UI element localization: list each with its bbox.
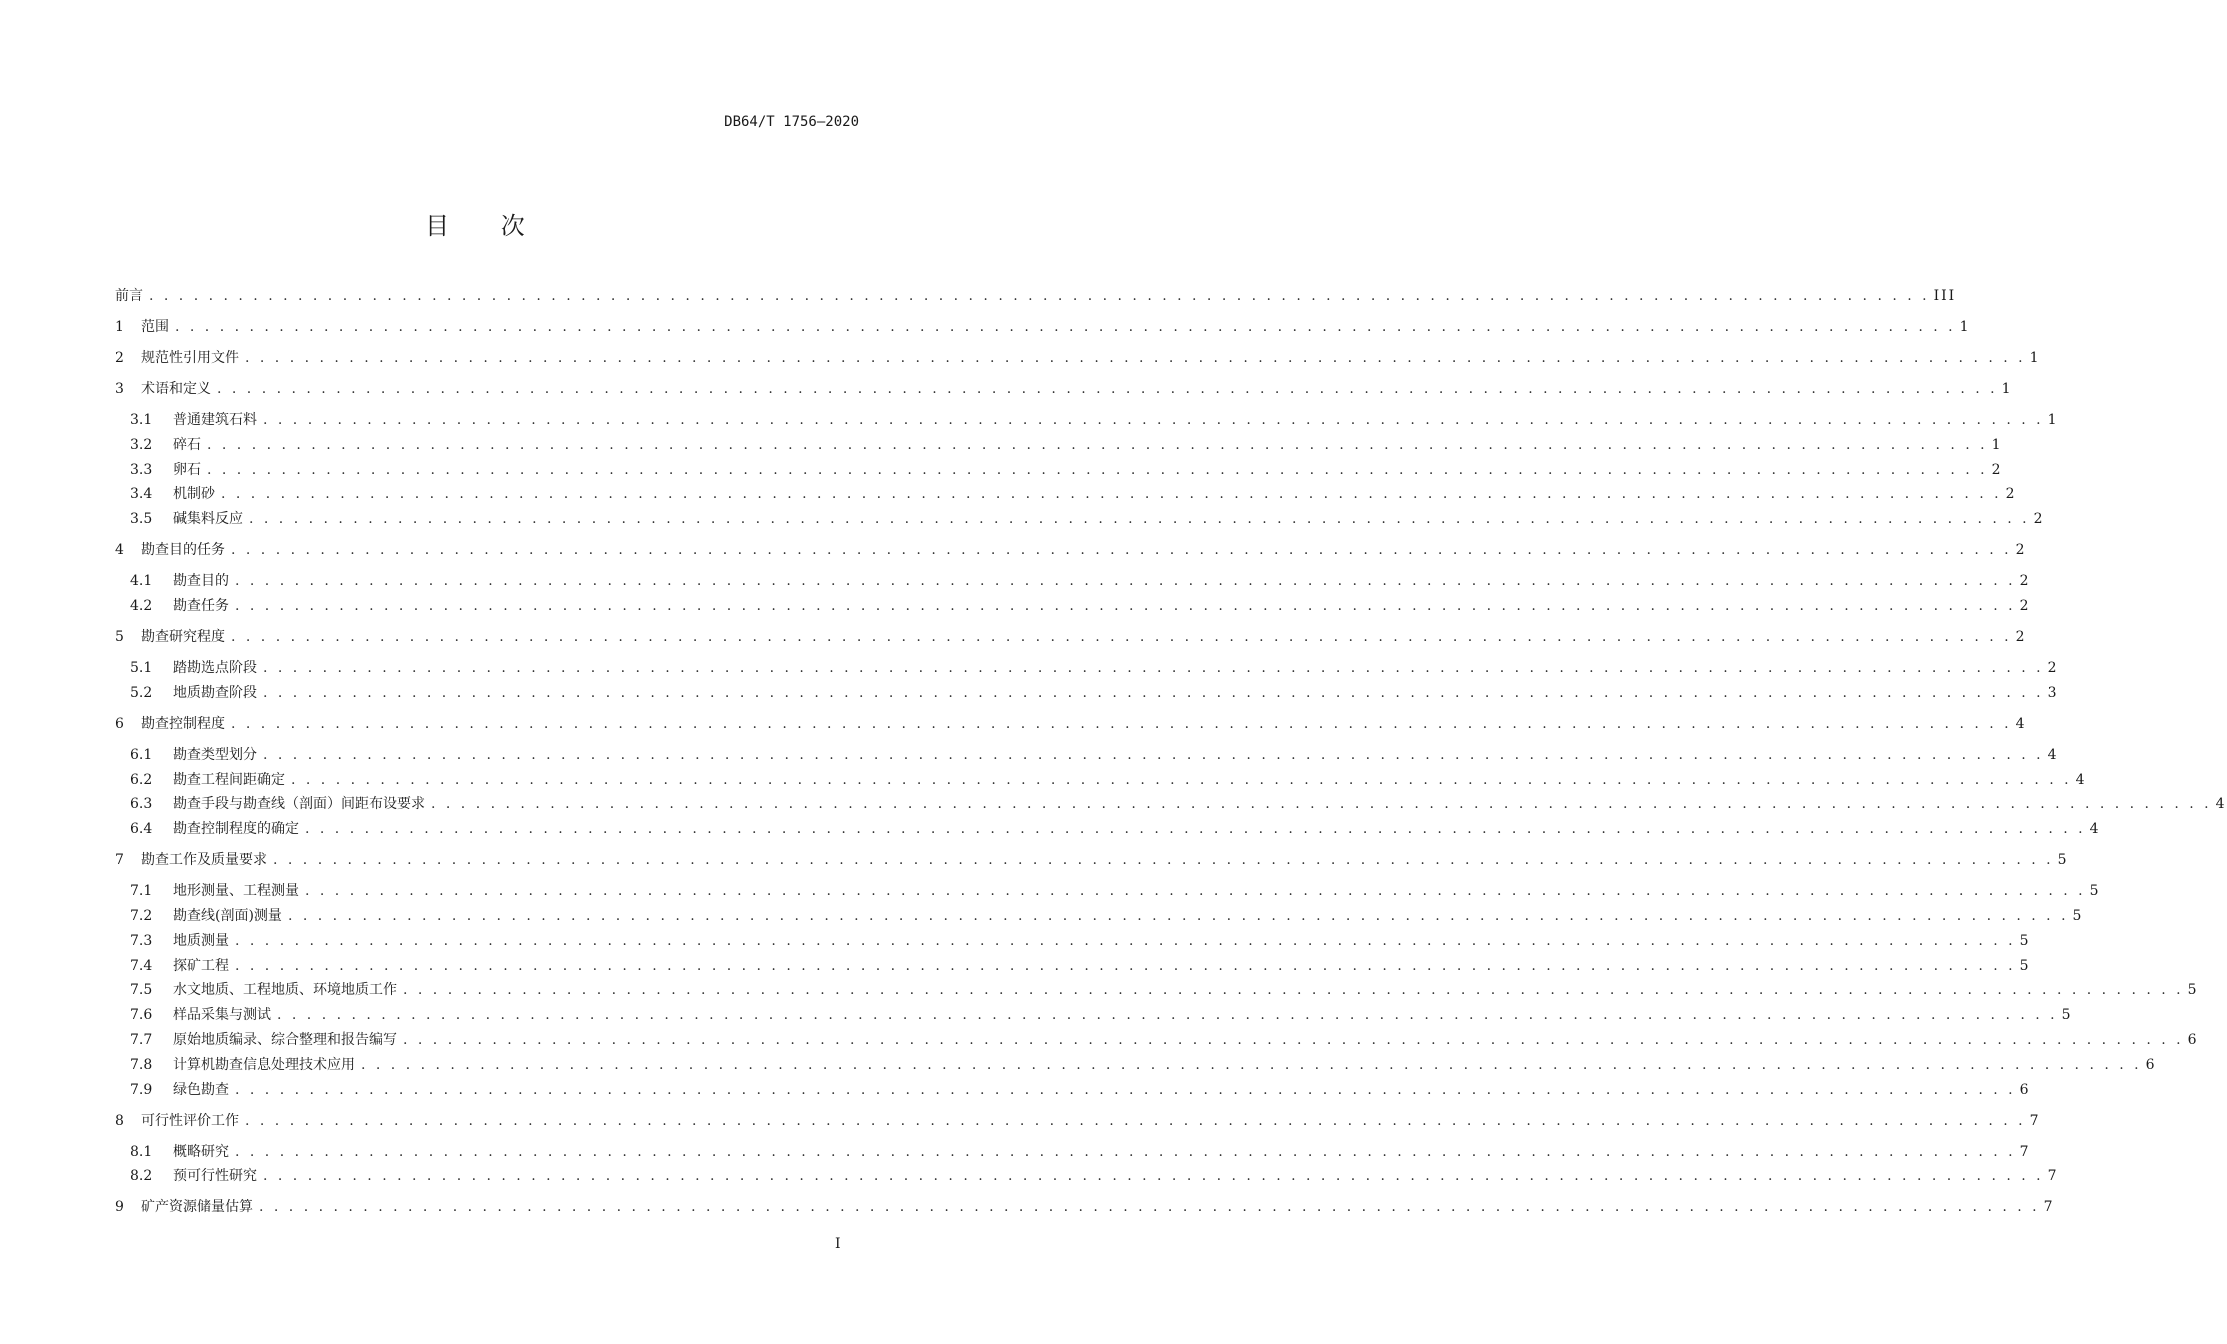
- toc-entry-page: 7: [2043, 1199, 2055, 1216]
- toc-entry-page: 2: [2033, 511, 2045, 528]
- toc-leader-dots: . . . . . . . . . . . . . . . . . . . . . . . . . . . . . . . . . . . . . . . . . . . . . . . . . . . . . . . . . . . . . . . . . . . . . . . . . . . . . . . . . . . . . . . . . . . . . . . . . . . . . . . . . . . . . . . . . . . . . . . .: [235, 957, 2016, 974]
- toc-entry-page: 6: [2187, 1031, 2199, 1048]
- toc-leader-dots: . . . . . . . . . . . . . . . . . . . . . . . . . . . . . . . . . . . . . . . . . . . . . . . . . . . . . . . . . . . . . . . . . . . . . . . . . . . . . . . . . . . . . . . . . . . . . . . . . . . . . . . . . . . . . . . . . . . . . . . .: [217, 381, 1998, 397]
- table-of-contents: [115, 286, 2227, 1217]
- toc-entry-page: 7: [2029, 1112, 2041, 1129]
- toc-leader-dots: . . . . . . . . . . . . . . . . . . . . . . . . . . . . . . . . . . . . . . . . . . . . . . . . . . . . . . . . . . . . . . . . . . . . . . . . . . . . . . . . . . . . . . . . . . . . . . . . . . . . . . . . . . . . . . . . . . . . . . . .: [231, 628, 2012, 645]
- toc-entry-number: 7.1: [130, 883, 153, 900]
- toc-entry[interactable]: [115, 931, 2031, 951]
- toc-entry-page: 2: [2019, 573, 2031, 590]
- toc-entry-number: 3.5: [130, 511, 153, 528]
- toc-entry-label: 勘查目的: [173, 573, 229, 590]
- toc-leader-dots: . . . . . . . . . . . . . . . . . . . . . . . . . . . . . . . . . . . . . . . . . . . . . . . . . . . . . . . . . . . . . . . . . . . . . . . . . . . . . . . . . . . . . . . . . . . . . . . . . . . . . . . . . . . . . . . . . . . . . . . .: [263, 412, 2044, 428]
- toc-entry[interactable]: [115, 714, 2027, 734]
- toc-leader-dots: . . . . . . . . . . . . . . . . . . . . . . . . . . . . . . . . . . . . . . . . . . . . . . . . . . . . . . . . . . . . . . . . . . . . . . . . . . . . . . . . . . . . . . . . . . . . . . . . . . . . . . . . . . . . . . . . . . . . . . . .: [207, 461, 1988, 478]
- toc-entry[interactable]: [115, 540, 2027, 560]
- toc-entry-page: 3: [2047, 684, 2059, 701]
- toc-entry-label: 勘查目的任务: [141, 542, 225, 559]
- toc-entry-page: III: [1933, 288, 1957, 304]
- toc-entry-label: 概略研究: [173, 1143, 229, 1160]
- toc-entry-page: 4: [2089, 821, 2101, 838]
- toc-entry-page: 2: [2047, 659, 2059, 676]
- toc-entry-label: 水文地质、工程地质、环境地质工作: [173, 982, 397, 999]
- toc-entry-page: 5: [2057, 852, 2069, 869]
- toc-entry[interactable]: [115, 683, 2059, 703]
- toc-entry-number: 7: [115, 852, 124, 869]
- toc-entry-page: 1: [2001, 381, 2013, 397]
- toc-entry[interactable]: [115, 956, 2031, 976]
- toc-entry[interactable]: [115, 379, 2013, 399]
- toc-leader-dots: . . . . . . . . . . . . . . . . . . . . . . . . . . . . . . . . . . . . . . . . . . . . . . . . . . . . . . . . . . . . . . . . . . . . . . . . . . . . . . . . . . . . . . . . . . . . . . . . . . . . . . . . . . . . . . . . . . . . . . . .: [361, 1056, 2142, 1073]
- toc-entry-number: 5.1: [130, 659, 153, 676]
- toc-entry-label: 原始地质编录、综合整理和报告编写: [173, 1031, 397, 1048]
- toc-entry-label: 地质测量: [173, 932, 229, 949]
- toc-entry[interactable]: [115, 484, 2017, 504]
- toc-leader-dots: . . . . . . . . . . . . . . . . . . . . . . . . . . . . . . . . . . . . . . . . . . . . . . . . . . . . . . . . . . . . . . . . . . . . . . . . . . . . . . . . . . . . . . . . . . . . . . . . . . . . . . . . . . . . . . . . . . . . . . . .: [263, 684, 2044, 701]
- toc-leader-dots: . . . . . . . . . . . . . . . . . . . . . . . . . . . . . . . . . . . . . . . . . . . . . . . . . . . . . . . . . . . . . . . . . . . . . . . . . . . . . . . . . . . . . . . . . . . . . . . . . . . . . . . . . . . . . . . . . . . . . . . .: [235, 573, 2016, 590]
- toc-entry-number: 7.8: [130, 1056, 153, 1073]
- toc-entry-label: 机制砂: [173, 486, 215, 503]
- toc-entry-page: 5: [2089, 883, 2101, 900]
- toc-entry[interactable]: [115, 770, 2087, 790]
- toc-entry-label: 计算机勘查信息处理技术应用: [173, 1056, 355, 1073]
- toc-entry-label: 地形测量、工程测量: [173, 883, 299, 900]
- toc-entry-number: 8.1: [130, 1143, 153, 1160]
- toc-entry[interactable]: [115, 460, 2003, 480]
- toc-entry-label: 范围: [141, 319, 169, 335]
- toc-entry[interactable]: [115, 596, 2031, 616]
- toc-entry[interactable]: [115, 348, 2041, 368]
- toc-entry-label: 勘查控制程度: [141, 715, 225, 732]
- toc-title: 目 次: [425, 212, 547, 240]
- toc-leader-dots: . . . . . . . . . . . . . . . . . . . . . . . . . . . . . . . . . . . . . . . . . . . . . . . . . . . . . . . . . . . . . . . . . . . . . . . . . . . . . . . . . . . . . . . . . . . . . . . . . . . . . . . . . . . . . . . . . . . . . . . .: [231, 715, 2012, 732]
- toc-entry-number: 6: [115, 715, 124, 732]
- toc-entry[interactable]: [115, 571, 2031, 591]
- toc-entry-label: 预可行性研究: [173, 1168, 257, 1185]
- toc-entry[interactable]: [115, 509, 2045, 529]
- toc-leader-dots: . . . . . . . . . . . . . . . . . . . . . . . . . . . . . . . . . . . . . . . . . . . . . . . . . . . . . . . . . . . . . . . . . . . . . . . . . . . . . . . . . . . . . . . . . . . . . . . . . . . . . . . . . . . . . . . . . . . . . . . .: [263, 659, 2044, 676]
- toc-leader-dots: . . . . . . . . . . . . . . . . . . . . . . . . . . . . . . . . . . . . . . . . . . . . . . . . . . . . . . . . . . . . . . . . . . . . . . . . . . . . . . . . . . . . . . . . . . . . . . . . . . . . . . . . . . . . . . . . . . . . . . . .: [273, 852, 2054, 869]
- toc-entry[interactable]: [115, 627, 2027, 647]
- toc-leader-dots: . . . . . . . . . . . . . . . . . . . . . . . . . . . . . . . . . . . . . . . . . . . . . . . . . . . . . . . . . . . . . . . . . . . . . . . . . . . . . . . . . . . . . . . . . . . . . . . . . . . . . . . . . . . . . . . . . . . . . . . .: [305, 821, 2086, 838]
- toc-entry[interactable]: [115, 1030, 2199, 1050]
- toc-entry-label: 样品采集与测试: [173, 1007, 271, 1024]
- toc-entry-label: 勘查控制程度的确定: [173, 821, 299, 838]
- toc-entry-page: 5: [2061, 1007, 2073, 1024]
- toc-entry-page: 4: [2075, 771, 2087, 788]
- toc-entry-number: 4.1: [130, 573, 153, 590]
- toc-entry-page: 1: [1991, 436, 2003, 453]
- toc-entry[interactable]: [115, 1197, 2055, 1217]
- toc-leader-dots: . . . . . . . . . . . . . . . . . . . . . . . . . . . . . . . . . . . . . . . . . . . . . . . . . . . . . . . . . . . . . . . . . . . . . . . . . . . . . . . . . . . . . . . . . . . . . . . . . . . . . . . . . . . . . . . . . . . . . . . .: [245, 1112, 2026, 1129]
- toc-entry-label: 规范性引用文件: [141, 350, 239, 366]
- toc-entry-label: 普通建筑石料: [173, 412, 257, 428]
- toc-entry-number: 6.1: [130, 746, 153, 763]
- toc-entry-page: 5: [2019, 932, 2031, 949]
- toc-entry[interactable]: [115, 850, 2069, 870]
- toc-entry-number: 3.1: [130, 412, 153, 428]
- toc-leader-dots: . . . . . . . . . . . . . . . . . . . . . . . . . . . . . . . . . . . . . . . . . . . . . . . . . . . . . . . . . . . . . . . . . . . . . . . . . . . . . . . . . . . . . . . . . . . . . . . . . . . . . . . . . . . . . . . . . . . . . . . .: [245, 350, 2026, 366]
- toc-entry-page: 1: [2029, 350, 2041, 366]
- toc-leader-dots: . . . . . . . . . . . . . . . . . . . . . . . . . . . . . . . . . . . . . . . . . . . . . . . . . . . . . . . . . . . . . . . . . . . . . . . . . . . . . . . . . . . . . . . . . . . . . . . . . . . . . . . . . . . . . . . . . . . . . . . .: [291, 771, 2072, 788]
- toc-entry[interactable]: [115, 435, 2003, 455]
- toc-entry-page: 2: [2015, 542, 2027, 559]
- toc-entry-page: 5: [2072, 907, 2084, 924]
- toc-entry-number: 7.4: [130, 957, 153, 974]
- toc-entry-page: 2: [2005, 486, 2017, 503]
- toc-entry-number: 7.5: [130, 982, 153, 999]
- document-code: DB64/T 1756—2020: [724, 114, 859, 130]
- toc-entry-number: 4: [115, 542, 124, 559]
- toc-entry-number: 6.3: [130, 796, 153, 813]
- toc-entry[interactable]: [115, 906, 2084, 926]
- toc-entry-page: 2: [1991, 461, 2003, 478]
- toc-entry[interactable]: [115, 881, 2101, 901]
- toc-entry-number: 1: [115, 319, 124, 335]
- toc-entry-label: 勘查类型划分: [173, 746, 257, 763]
- toc-leader-dots: . . . . . . . . . . . . . . . . . . . . . . . . . . . . . . . . . . . . . . . . . . . . . . . . . . . . . . . . . . . . . . . . . . . . . . . . . . . . . . . . . . . . . . . . . . . . . . . . . . . . . . . . . . . . . . . . . . . . . . . .: [221, 486, 2002, 503]
- toc-entry-number: 7.7: [130, 1031, 153, 1048]
- toc-entry-label: 勘查线(剖面)测量: [173, 907, 282, 924]
- toc-entry[interactable]: [115, 1080, 2031, 1100]
- toc-leader-dots: . . . . . . . . . . . . . . . . . . . . . . . . . . . . . . . . . . . . . . . . . . . . . . . . . . . . . . . . . . . . . . . . . . . . . . . . . . . . . . . . . . . . . . . . . . . . . . . . . . . . . . . . . . . . . . . . . . . . . . . .: [207, 436, 1988, 453]
- toc-entry-number: 5: [115, 628, 124, 645]
- toc-entry[interactable]: [115, 1055, 2157, 1075]
- toc-leader-dots: . . . . . . . . . . . . . . . . . . . . . . . . . . . . . . . . . . . . . . . . . . . . . . . . . . . . . . . . . . . . . . . . . . . . . . . . . . . . . . . . . . . . . . . . . . . . . . . . . . . . . . . . . . . . . . . . . . . . . . . .: [305, 883, 2086, 900]
- toc-leader-dots: . . . . . . . . . . . . . . . . . . . . . . . . . . . . . . . . . . . . . . . . . . . . . . . . . . . . . . . . . . . . . . . . . . . . . . . . . . . . . . . . . . . . . . . . . . . . . . . . . . . . . . . . . . . . . . . . . . . . . . . .: [231, 542, 2012, 559]
- toc-entry-label: 地质勘查阶段: [173, 684, 257, 701]
- toc-entry-label: 碎石: [173, 436, 201, 453]
- toc-entry-number: 3.4: [130, 486, 153, 503]
- toc-entry-number: 6.2: [130, 771, 153, 788]
- toc-entry-number: 7.9: [130, 1081, 153, 1098]
- toc-entry-number: 7.6: [130, 1007, 153, 1024]
- toc-entry[interactable]: [115, 658, 2059, 678]
- toc-entry[interactable]: [115, 794, 2227, 814]
- page-number: I: [835, 1236, 841, 1252]
- toc-entry-number: 8: [115, 1112, 124, 1129]
- toc-entry-number: 6.4: [130, 821, 153, 838]
- toc-leader-dots: . . . . . . . . . . . . . . . . . . . . . . . . . . . . . . . . . . . . . . . . . . . . . . . . . . . . . . . . . . . . . . . . . . . . . . . . . . . . . . . . . . . . . . . . . . . . . . . . . . . . . . . . . . . . . . . . . . . . . . . .: [403, 1031, 2184, 1048]
- toc-entry-page: 7: [2019, 1143, 2031, 1160]
- toc-entry-page: 1: [2047, 412, 2059, 428]
- toc-entry-label: 踏勘选点阶段: [173, 659, 257, 676]
- toc-entry-page: 4: [2015, 715, 2027, 732]
- toc-entry-number: 7.3: [130, 932, 153, 949]
- toc-entry-number: 9: [115, 1199, 124, 1216]
- toc-entry-label: 勘查工程间距确定: [173, 771, 285, 788]
- toc-entry-page: 2: [2015, 628, 2027, 645]
- toc-entry-label: 绿色勘查: [173, 1081, 229, 1098]
- toc-entry-number: 5.2: [130, 684, 153, 701]
- toc-entry-label: 勘查任务: [173, 597, 229, 614]
- toc-entry-label: 可行性评价工作: [141, 1112, 239, 1129]
- toc-entry-number: 3.2: [130, 436, 153, 453]
- toc-entry-page: 6: [2145, 1056, 2157, 1073]
- toc-entry-number: 3: [115, 381, 124, 397]
- toc-entry-label: 勘查研究程度: [141, 628, 225, 645]
- toc-entry-page: 5: [2019, 957, 2031, 974]
- toc-entry[interactable]: [115, 1166, 2059, 1186]
- toc-entry[interactable]: [115, 286, 1957, 306]
- toc-entry-label: 矿产资源储量估算: [141, 1199, 253, 1216]
- toc-entry-page: 4: [2215, 796, 2227, 813]
- toc-entry[interactable]: [115, 410, 2059, 430]
- toc-entry[interactable]: [115, 980, 2199, 1000]
- toc-entry-label: 勘查手段与勘查线（剖面）间距布设要求: [173, 796, 425, 813]
- toc-entry[interactable]: [115, 317, 1971, 337]
- toc-entry[interactable]: [115, 819, 2101, 839]
- toc-entry-page: 2: [2019, 597, 2031, 614]
- toc-entry-label: 前言: [115, 288, 143, 304]
- toc-leader-dots: . . . . . . . . . . . . . . . . . . . . . . . . . . . . . . . . . . . . . . . . . . . . . . . . . . . . . . . . . . . . . . . . . . . . . . . . . . . . . . . . . . . . . . . . . . . . . . . . . . . . . . . . . . . . . . . . . . . . . . . .: [149, 288, 1930, 304]
- toc-leader-dots: . . . . . . . . . . . . . . . . . . . . . . . . . . . . . . . . . . . . . . . . . . . . . . . . . . . . . . . . . . . . . . . . . . . . . . . . . . . . . . . . . . . . . . . . . . . . . . . . . . . . . . . . . . . . . . . . . . . . . . . .: [235, 932, 2016, 949]
- toc-leader-dots: . . . . . . . . . . . . . . . . . . . . . . . . . . . . . . . . . . . . . . . . . . . . . . . . . . . . . . . . . . . . . . . . . . . . . . . . . . . . . . . . . . . . . . . . . . . . . . . . . . . . . . . . . . . . . . . . . . . . . . . .: [287, 907, 2069, 924]
- toc-entry-number: 3.3: [130, 461, 153, 478]
- toc-entry-page: 1: [1959, 319, 1971, 335]
- toc-entry-page: 5: [2187, 982, 2199, 999]
- toc-leader-dots: . . . . . . . . . . . . . . . . . . . . . . . . . . . . . . . . . . . . . . . . . . . . . . . . . . . . . . . . . . . . . . . . . . . . . . . . . . . . . . . . . . . . . . . . . . . . . . . . . . . . . . . . . . . . . . . . . . . . . . . .: [175, 319, 1956, 335]
- toc-entry[interactable]: [115, 1142, 2031, 1162]
- toc-leader-dots: . . . . . . . . . . . . . . . . . . . . . . . . . . . . . . . . . . . . . . . . . . . . . . . . . . . . . . . . . . . . . . . . . . . . . . . . . . . . . . . . . . . . . . . . . . . . . . . . . . . . . . . . . . . . . . . . . . . . . . . .: [249, 511, 2030, 528]
- toc-entry-page: 6: [2019, 1081, 2031, 1098]
- toc-leader-dots: . . . . . . . . . . . . . . . . . . . . . . . . . . . . . . . . . . . . . . . . . . . . . . . . . . . . . . . . . . . . . . . . . . . . . . . . . . . . . . . . . . . . . . . . . . . . . . . . . . . . . . . . . . . . . . . . . . . . . . . .: [263, 746, 2044, 763]
- toc-leader-dots: . . . . . . . . . . . . . . . . . . . . . . . . . . . . . . . . . . . . . . . . . . . . . . . . . . . . . . . . . . . . . . . . . . . . . . . . . . . . . . . . . . . . . . . . . . . . . . . . . . . . . . . . . . . . . . . . . . . . . . . .: [235, 1081, 2016, 1098]
- toc-entry-page: 4: [2047, 746, 2059, 763]
- toc-entry-page: 7: [2047, 1168, 2059, 1185]
- toc-entry-label: 探矿工程: [173, 957, 229, 974]
- toc-entry-label: 术语和定义: [141, 381, 211, 397]
- toc-entry-number: 8.2: [130, 1168, 153, 1185]
- toc-leader-dots: . . . . . . . . . . . . . . . . . . . . . . . . . . . . . . . . . . . . . . . . . . . . . . . . . . . . . . . . . . . . . . . . . . . . . . . . . . . . . . . . . . . . . . . . . . . . . . . . . . . . . . . . . . . . . . . . . . . . . . . .: [431, 796, 2212, 813]
- toc-entry-label: 卵石: [173, 461, 201, 478]
- toc-leader-dots: . . . . . . . . . . . . . . . . . . . . . . . . . . . . . . . . . . . . . . . . . . . . . . . . . . . . . . . . . . . . . . . . . . . . . . . . . . . . . . . . . . . . . . . . . . . . . . . . . . . . . . . . . . . . . . . . . . . . . . . .: [403, 982, 2184, 999]
- toc-entry-number: 2: [115, 350, 124, 366]
- toc-entry-number: 4.2: [130, 597, 153, 614]
- toc-entry[interactable]: [115, 745, 2059, 765]
- toc-leader-dots: . . . . . . . . . . . . . . . . . . . . . . . . . . . . . . . . . . . . . . . . . . . . . . . . . . . . . . . . . . . . . . . . . . . . . . . . . . . . . . . . . . . . . . . . . . . . . . . . . . . . . . . . . . . . . . . . . . . . . . . .: [235, 597, 2016, 614]
- toc-entry-label: 勘查工作及质量要求: [141, 852, 267, 869]
- toc-entry-number: 7.2: [130, 907, 153, 924]
- toc-leader-dots: . . . . . . . . . . . . . . . . . . . . . . . . . . . . . . . . . . . . . . . . . . . . . . . . . . . . . . . . . . . . . . . . . . . . . . . . . . . . . . . . . . . . . . . . . . . . . . . . . . . . . . . . . . . . . . . . . . . . . . . .: [235, 1143, 2016, 1160]
- toc-entry-label: 碱集料反应: [173, 511, 243, 528]
- toc-entry[interactable]: [115, 1005, 2073, 1025]
- toc-entry[interactable]: [115, 1111, 2041, 1131]
- toc-leader-dots: . . . . . . . . . . . . . . . . . . . . . . . . . . . . . . . . . . . . . . . . . . . . . . . . . . . . . . . . . . . . . . . . . . . . . . . . . . . . . . . . . . . . . . . . . . . . . . . . . . . . . . . . . . . . . . . . . . . . . . . .: [263, 1168, 2044, 1185]
- toc-leader-dots: . . . . . . . . . . . . . . . . . . . . . . . . . . . . . . . . . . . . . . . . . . . . . . . . . . . . . . . . . . . . . . . . . . . . . . . . . . . . . . . . . . . . . . . . . . . . . . . . . . . . . . . . . . . . . . . . . . . . . . . .: [259, 1199, 2040, 1216]
- toc-leader-dots: . . . . . . . . . . . . . . . . . . . . . . . . . . . . . . . . . . . . . . . . . . . . . . . . . . . . . . . . . . . . . . . . . . . . . . . . . . . . . . . . . . . . . . . . . . . . . . . . . . . . . . . . . . . . . . . . . . . . . . . .: [277, 1007, 2058, 1024]
